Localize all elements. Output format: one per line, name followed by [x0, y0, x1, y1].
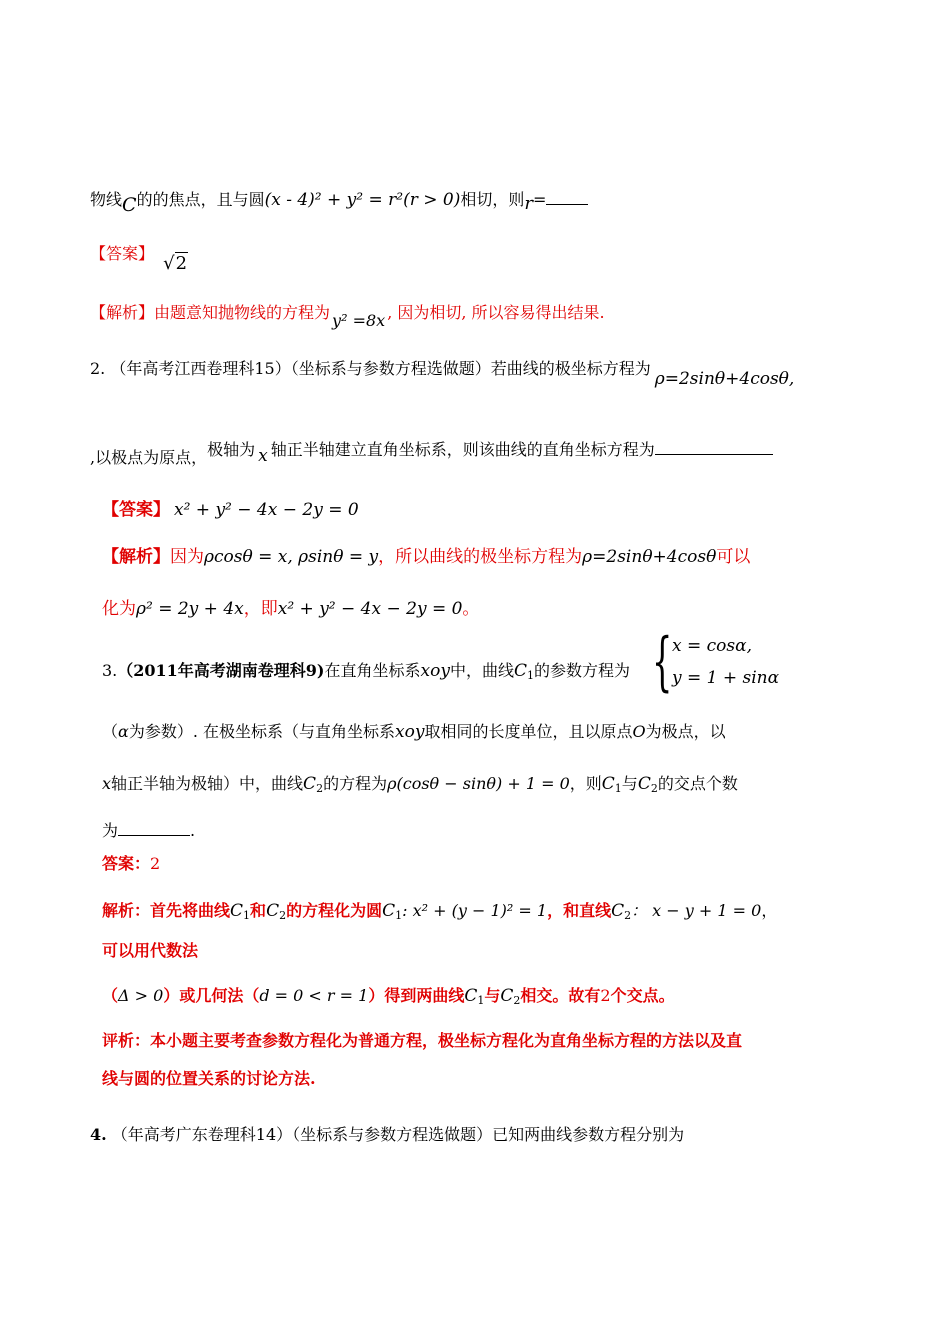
q3-delta-condition: Δ > 0 [118, 986, 164, 1005]
q3-param-row1 [672, 636, 752, 656]
q3-distance-condition: d = 0 < r = 1 [259, 986, 369, 1005]
q3-c2: C [500, 986, 514, 1006]
answer-label: 答案： [102, 854, 151, 873]
q2-analysis-2 [102, 597, 479, 621]
q3-c1-sub: 1 [527, 669, 534, 682]
q3-review-text: 线与圆的位置关系的讨论方法. [102, 1069, 316, 1088]
q3-parametric-system [652, 625, 782, 699]
q1-analysis-text: 由题意知抛物线的方程为 [154, 303, 331, 322]
analysis-label: 【解析】 [102, 547, 170, 567]
q2-blank [655, 436, 773, 455]
q2-line1 [90, 357, 795, 389]
q3-analysis-2 [102, 939, 198, 963]
q1-answer-sqrt: √2 [163, 253, 188, 274]
q1-analysis-text: , 因为相切, 所以容易得出结果. [387, 303, 605, 322]
q2-answer-equation: x² + y² − 4x − 2y = 0 [174, 500, 359, 520]
q2-source: （年高考江西卷理科15）（坐标系与参数方程选做题）若曲线的极坐标方程为 [110, 359, 651, 378]
q2-rho-squared-equation: ρ² = 2y + 4x [136, 599, 244, 619]
q1-text: 相切，则 [460, 190, 525, 209]
q3-c2-sub: 2 [279, 909, 287, 922]
q4-source: （年高考广东卷理科14）（坐标系与参数方程选做题）已知两曲线参数方程分别为 [111, 1125, 685, 1144]
q3-c1: C [513, 661, 527, 681]
q3-text: （ [102, 722, 119, 741]
q3-intersection-count: 2 [600, 986, 611, 1005]
q1-answer-value: 2 [175, 253, 188, 274]
q3-text: 为参数）. 在极坐标系（与直角坐标系 [128, 722, 396, 741]
q3-blank [118, 817, 190, 836]
q3-analysis-text: ，和直线 [547, 901, 612, 920]
q2-analysis-text: 。 [462, 599, 480, 619]
left-brace-icon: { [652, 625, 673, 699]
q3-c1: C [601, 774, 615, 794]
q2-polar-conversion: ρcosθ = x, ρsinθ = y [204, 547, 379, 567]
q1-curve-c: C [122, 194, 137, 216]
answer-label: 【答案】 [90, 244, 155, 263]
q3-x-var: x [102, 774, 112, 793]
review-label: 评析： [102, 1031, 151, 1050]
q3-analysis-text: ）得到两曲线 [368, 986, 465, 1005]
q3-line1 [102, 659, 630, 683]
q3-text: ，则 [569, 774, 602, 793]
q3-c1: C [464, 986, 478, 1006]
q1-equals: = [532, 190, 547, 209]
q3-text: 的交点个数 [657, 774, 738, 793]
q2-analysis-text: ，即 [243, 599, 278, 619]
q3-c2-sub: 2 [650, 782, 658, 795]
q3-c2-sub: 2 [624, 909, 632, 922]
q2-analysis-text: 化为 [102, 599, 136, 619]
q3-text: . [190, 821, 196, 840]
q1-r-var: r [524, 193, 533, 214]
q3-param-y: y = 1 + sinα [672, 668, 780, 688]
q3-review-2 [102, 1067, 316, 1091]
q3-c2: C [266, 901, 280, 921]
q2-analysis-text: 因为 [170, 547, 204, 567]
q2-analysis-text: 可以 [716, 547, 751, 567]
q2-polar-equation-ref: ρ=2sinθ+4cosθ [582, 547, 717, 567]
q3-line4 [102, 817, 195, 843]
q1-analysis [90, 301, 605, 330]
q3-text: 与 [621, 774, 638, 793]
q1-text: 的的焦点，且与圆 [136, 190, 265, 209]
q2-number: 2. [90, 359, 106, 378]
q3-text: 为 [102, 821, 119, 840]
q2-text: 轴正半轴建立直角坐标系，则该曲线的直角坐标方程为 [270, 440, 655, 459]
q3-xoy: xoy [395, 722, 425, 742]
q3-circle-equation: : x² + (y − 1)² = 1 [402, 901, 548, 920]
q2-x-var: x [258, 446, 268, 466]
q3-number: 3. [102, 661, 118, 680]
q3-c2: C [637, 774, 651, 794]
q3-text: 为极点，以 [645, 722, 726, 741]
q3-c1-sub: 1 [243, 909, 251, 922]
q3-line-equation: ： x − y + 1 = 0 [631, 901, 762, 920]
q3-c2-sub: 2 [316, 782, 324, 795]
q3-analysis-text: 相交。故有 [520, 986, 601, 1005]
q3-c1-sub: 1 [614, 782, 622, 795]
q2-line2 [90, 436, 773, 467]
q3-c2: C [611, 901, 625, 921]
q2-answer [102, 498, 359, 522]
q3-alpha: α [118, 722, 129, 741]
q3-origin-o: O [632, 722, 646, 741]
q3-review-text: 本小题主要考查参数方程化为普通方程，极坐标方程化为直角坐标方程的方法以及直 [150, 1031, 743, 1050]
q2-analysis-1 [102, 545, 750, 569]
q3-line2 [102, 720, 726, 744]
q3-param-comma: , [746, 636, 753, 656]
q3-text: 轴正半轴为极轴）中，曲线 [111, 774, 304, 793]
q3-param-x: x = cosα [672, 636, 747, 656]
q3-analysis-text: （ [102, 986, 119, 1005]
q3-text: 的参数方程为 [534, 661, 631, 680]
q4-line1 [90, 1123, 684, 1147]
q3-c1: C [382, 901, 396, 921]
q1-text: 物线 [90, 190, 123, 209]
q2-cartesian-equation: x² + y² − 4x − 2y = 0 [277, 599, 463, 619]
q1-line1 [90, 186, 588, 216]
q2-text: 极轴为 [207, 440, 256, 459]
q3-text: 在直角坐标系 [324, 661, 421, 680]
q2-text: ,以极点为原点， [90, 448, 208, 467]
q3-c1-sub: 1 [477, 994, 485, 1007]
q3-c1: C [230, 901, 244, 921]
q3-xoy: xoy [420, 661, 450, 681]
q1-parabola-equation: y² =8x [332, 311, 386, 330]
q3-analysis-text: 首先将曲线 [150, 901, 231, 920]
q3-text: 取相同的长度单位，且以原点 [424, 722, 633, 741]
analysis-label: 解析： [102, 901, 151, 920]
q1-blank [546, 186, 588, 205]
q3-review-1 [102, 1029, 742, 1053]
q3-analysis-3 [102, 984, 675, 1008]
q3-analysis-text: 个交点。 [610, 986, 675, 1005]
q3-polar-equation: ρ(cosθ − sinθ) + 1 = 0 [387, 774, 570, 793]
q3-analysis-1 [102, 899, 777, 923]
q3-c2: C [303, 774, 317, 794]
q3-analysis-text: ）或几何法（ [163, 986, 260, 1005]
q3-answer [102, 852, 160, 876]
q3-line3 [102, 772, 738, 796]
analysis-label: 【解析】 [90, 303, 155, 322]
q3-c2-sub: 2 [513, 994, 521, 1007]
q2-polar-equation: ρ=2sinθ+4cosθ, [654, 369, 795, 389]
q3-text: 的方程为 [323, 774, 388, 793]
q3-answer-value: 2 [150, 854, 161, 873]
q3-analysis-text: 和 [250, 901, 267, 920]
q3-analysis-text: ， [761, 901, 778, 920]
q3-source: （2011年高考湖南卷理科9) [117, 661, 325, 680]
q2-analysis-text: ，所以曲线的极坐标方程为 [378, 547, 583, 567]
q1-answer [90, 242, 188, 274]
q3-analysis-text: 与 [484, 986, 501, 1005]
q4-number: 4. [90, 1125, 107, 1144]
q3-text: 中，曲线 [449, 661, 514, 680]
q3-analysis-text: 的方程化为圆 [286, 901, 383, 920]
q1-circle-equation: (x - 4)² + y² = r²(r > 0) [264, 190, 461, 210]
q3-c1-sub: 1 [395, 909, 403, 922]
q3-analysis-text: 可以用代数法 [102, 941, 199, 960]
answer-label: 【答案】 [102, 500, 170, 520]
